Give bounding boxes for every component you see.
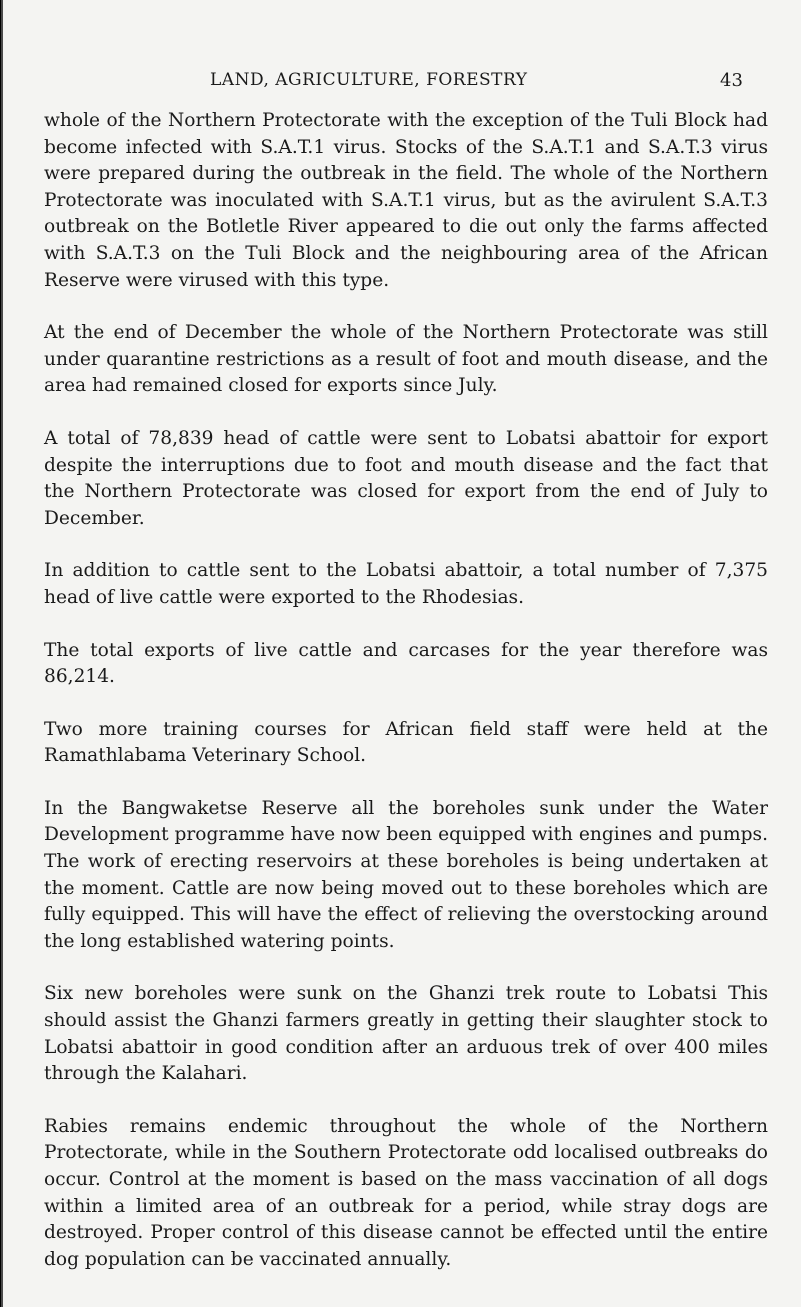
running-head: LAND, AGRICULTURE, FORESTRY <box>210 70 528 90</box>
page-header <box>0 70 801 100</box>
body-text <box>44 108 768 1299</box>
page-number: 43 <box>720 70 743 91</box>
paragraph-quarantine: At the end of December the whole of the Northern Protectorate was still under quarantine restrictions as a result of foot and mouth disease, and the area had remained closed for exports since July. <box>44 322 768 397</box>
scan-edge-line <box>0 0 1 1307</box>
paragraph-tuli-block-virus: whole of the Northern Protectorate with the exception of the Tuli Block had become infected with S.A.T.1 virus. Stocks of the S.A.T.1 and S.A.T.3 virus were prepared during the outbreak in the field. The whole of the Northern Protectorate was inoculated with S.A.T.1 virus, but as the avirulent S.A.T.3 outbreak on the Botletle River appeared to die out only the farms affected with S.A.T.3 on the Tuli Block and the neighbouring area of the African Reserve were virused with this type. <box>44 110 768 291</box>
paragraph-rhodesias-export: In addition to cattle sent to the Lobatsi abattoir, a total number of 7,375 head of live cattle were exported to the Rhodesias. <box>44 560 768 608</box>
paragraph-bangwaketse-boreholes: In the Bangwaketse Reserve all the boreholes sunk under the Water Development programme have now been equipped with engines and pumps. The work of erecting reservoirs at these boreholes is being undertaken at the moment. Cattle are now being moved out to these boreholes which are fully equipped. This will have the effect of relieving the overstocking around the long established watering points. <box>44 797 768 952</box>
paragraph-total-exports: The total exports of live cattle and carcases for the year therefore was 86,214. <box>44 639 768 688</box>
paragraph-rabies: Rabies remains endemic throughout the whole of the Northern Protectorate, while in the Southern Protectorate odd localised outbreaks do occur. Control at the moment is based on the mass vaccination of all dogs within a limited area of an outbreak for a period, while stray dogs are destroyed. Proper control of this disease cannot be effected until the entire dog population can be vaccinated annually. <box>44 1115 768 1270</box>
paragraph-training-courses: Two more training courses for African field staff were held at the Ramathlabama Veterinary School. <box>44 718 768 767</box>
paragraph-lobatsi-export: A total of 78,839 head of cattle were sent to Lobatsi abattoir for export despite the interruptions due to foot and mouth disease and the fact that the Northern Protectorate was closed for export from the end of July to December. <box>44 427 768 529</box>
paragraph-ghanzi-boreholes: Six new boreholes were sunk on the Ghanzi trek route to Lobatsi This should assist the Ghanzi farmers greatly in getting their slaughter stock to Lobatsi abattoir in good condition after an arduous trek of over 400 miles through the Kalahari. <box>44 983 768 1085</box>
